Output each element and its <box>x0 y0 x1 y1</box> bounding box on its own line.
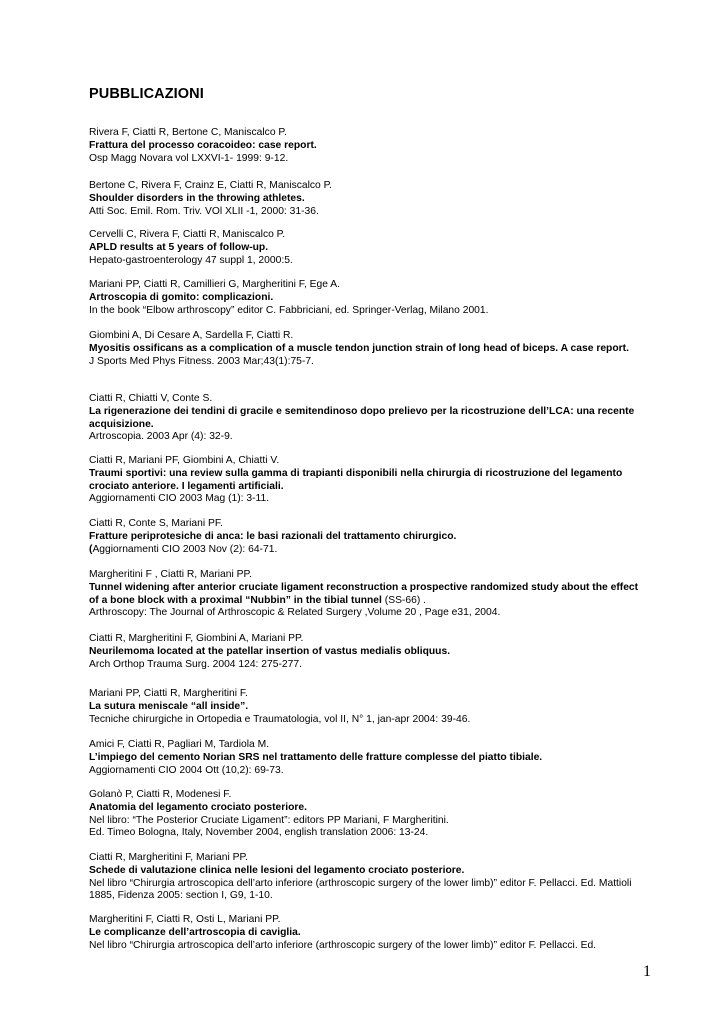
entry-source: Aggiornamenti CIO 2004 Ott (10,2): 69-73. <box>89 764 284 776</box>
entry-title: Fratture periprotesiche di anca: le basi razionali del trattamento chirurgico. <box>89 530 457 542</box>
publication-entry <box>89 393 649 444</box>
entry-source: Nel libro “Chirurgia artroscopica dell’arto inferiore (arthroscopic surgery of the lower limb)” editor F. Pellacci. Ed. <box>89 939 597 951</box>
publication-entry <box>89 633 649 671</box>
entry-source: In the book “Elbow arthroscopy” editor C. Fabbriciani, ed. Springer-Verlag, Milano 2001. <box>89 304 489 316</box>
entry-authors: Margheritini F, Ciatti R, Osti L, Mariani PP. <box>89 914 281 925</box>
publication-entry <box>89 330 649 368</box>
entry-authors: Cervelli C, Rivera F, Ciatti R, Maniscalco P. <box>89 229 286 240</box>
entry-title-block <box>89 582 649 608</box>
publication-entry <box>89 739 649 777</box>
entry-source: Atti Soc. Emil. Rom. Triv. VOl XLII -1, 2000: 31-36. <box>89 205 319 217</box>
entry-authors: Amici F, Ciatti R, Pagliari M, Tardiola M. <box>89 739 270 750</box>
entry-source-text: Aggiornamenti CIO 2003 Nov (2): 64-71. <box>92 543 278 555</box>
publication-entry <box>89 852 649 903</box>
entry-source: Osp Magg Novara vol LXXVI-1- 1999: 9-12. <box>89 152 289 164</box>
entry-source: Artroscopia. 2003 Apr (4): 32-9. <box>89 431 233 443</box>
publication-entry <box>89 518 649 556</box>
entry-authors: Margheritini F , Ciatti R, Mariani PP. <box>89 569 252 580</box>
entry-source: Aggiornamenti CIO 2003 Mag (1): 3-11. <box>89 493 270 505</box>
entry-authors: Ciatti R, Margheritini F, Giombini A, Mariani PP. <box>89 633 304 644</box>
entry-authors: Bertone C, Rivera F, Crainz E, Ciatti R, Maniscalco P. <box>89 180 333 191</box>
entry-title: Anatomia del legamento crociato posteriore. <box>89 801 307 813</box>
entry-source: Nel libro: “The Posterior Cruciate Ligament”: editors PP Mariani, F Margheritini. <box>89 814 449 826</box>
publication-entry <box>89 229 649 267</box>
entry-authors: Golanò P, Ciatti R, Modenesi F. <box>89 789 232 800</box>
entry-source: Hepato-gastroenterology 47 suppl 1, 2000:5. <box>89 254 293 266</box>
publication-entry <box>89 279 649 317</box>
entry-title: La sutura meniscale “all inside”. <box>89 700 249 712</box>
entry-source <box>89 544 649 557</box>
entry-title: Traumi sportivi: una review sulla gamma di trapianti disponibili nella chirurgia di ricostruzione del legamento crociato anteriore. I legamenti artificiali. <box>89 467 623 492</box>
publication-entry <box>89 789 649 840</box>
entry-source: J Sports Med Phys Fitness. 2003 Mar;43(1):75-7. <box>89 355 314 367</box>
page-number: 1 <box>643 963 651 980</box>
publication-entry <box>89 569 649 620</box>
entry-title-suffix: (SS-66) . <box>381 594 426 606</box>
entry-title: Le complicanze dell’artroscopia di caviglia. <box>89 926 301 938</box>
entry-authors: Rivera F, Ciatti R, Bertone C, Maniscalco P. <box>89 127 287 138</box>
entry-title: Frattura del processo coracoideo: case report. <box>89 139 317 151</box>
entry-authors: Ciatti R, Chiatti V, Conte S. <box>89 393 213 404</box>
entry-title: Neurilemoma located at the patellar insertion of vastus medialis obliquus. <box>89 645 451 657</box>
publication-entry <box>89 180 649 218</box>
entry-authors: Mariani PP, Ciatti R, Margheritini F. <box>89 688 248 699</box>
entry-source: Arthroscopy: The Journal of Arthroscopic & Related Surgery ,Volume 20 , Page e31, 2004. <box>89 607 501 619</box>
entry-title: Myositis ossificans as a complication of a muscle tendon junction strain of long head of biceps. A case report. <box>89 342 629 354</box>
page-title: PUBBLICAZIONI <box>89 86 204 102</box>
entry-title: Tunnel widening after anterior cruciate ligament reconstruction a prospective randomized study about the effect of a bone block with a proximal “Nubbin” in the tibial tunnel <box>89 581 639 606</box>
entry-source-continued: Ed. Timeo Bologna, Italy, November 2004, english translation 2006: 13-24. <box>89 827 429 839</box>
entry-title: La rigenerazione dei tendini di gracile e semitendinoso dopo prelievo per la ricostruzione dell’LCA: una recente acquisizione. <box>89 405 635 430</box>
publication-entry <box>89 688 649 726</box>
entry-source: Nel libro “Chirurgia artroscopica dell’arto inferiore (arthroscopic surgery of the lower limb)” editor F. Pellacci. Ed. Mattioli 1885, Fidenza 2005: section I, G9, 1-10. <box>89 877 632 902</box>
entry-title: Artroscopia di gomito: complicazioni. <box>89 291 274 303</box>
entry-authors: Ciatti R, Conte S, Mariani PF. <box>89 518 223 529</box>
entry-title: L’impiego del cemento Norian SRS nel trattamento delle fratture complesse del piatto tibiale. <box>89 751 543 763</box>
entry-source-paren: ( <box>89 543 93 555</box>
entry-source: Tecniche chirurgiche in Ortopedia e Traumatologia, vol II, N° 1, jan-apr 2004: 39-46. <box>89 713 471 725</box>
entry-source: Arch Orthop Trauma Surg. 2004 124: 275-277. <box>89 658 302 670</box>
publication-entry <box>89 455 649 506</box>
entry-authors: Ciatti R, Mariani PF, Giombini A, Chiatti V. <box>89 455 280 466</box>
entry-title: APLD results at 5 years of follow-up. <box>89 241 269 253</box>
publication-entry <box>89 127 649 165</box>
entry-authors: Mariani PP, Ciatti R, Camillieri G, Margheritini F, Ege A. <box>89 279 341 290</box>
entry-title: Schede di valutazione clinica nelle lesioni del legamento crociato posteriore. <box>89 864 465 876</box>
entry-authors: Ciatti R, Margheritini F, Mariani PP. <box>89 852 248 863</box>
entry-title: Shoulder disorders in the throwing athletes. <box>89 192 305 204</box>
entry-authors: Giombini A, Di Cesare A, Sardella F, Ciatti R. <box>89 330 294 341</box>
publication-entry <box>89 914 649 952</box>
